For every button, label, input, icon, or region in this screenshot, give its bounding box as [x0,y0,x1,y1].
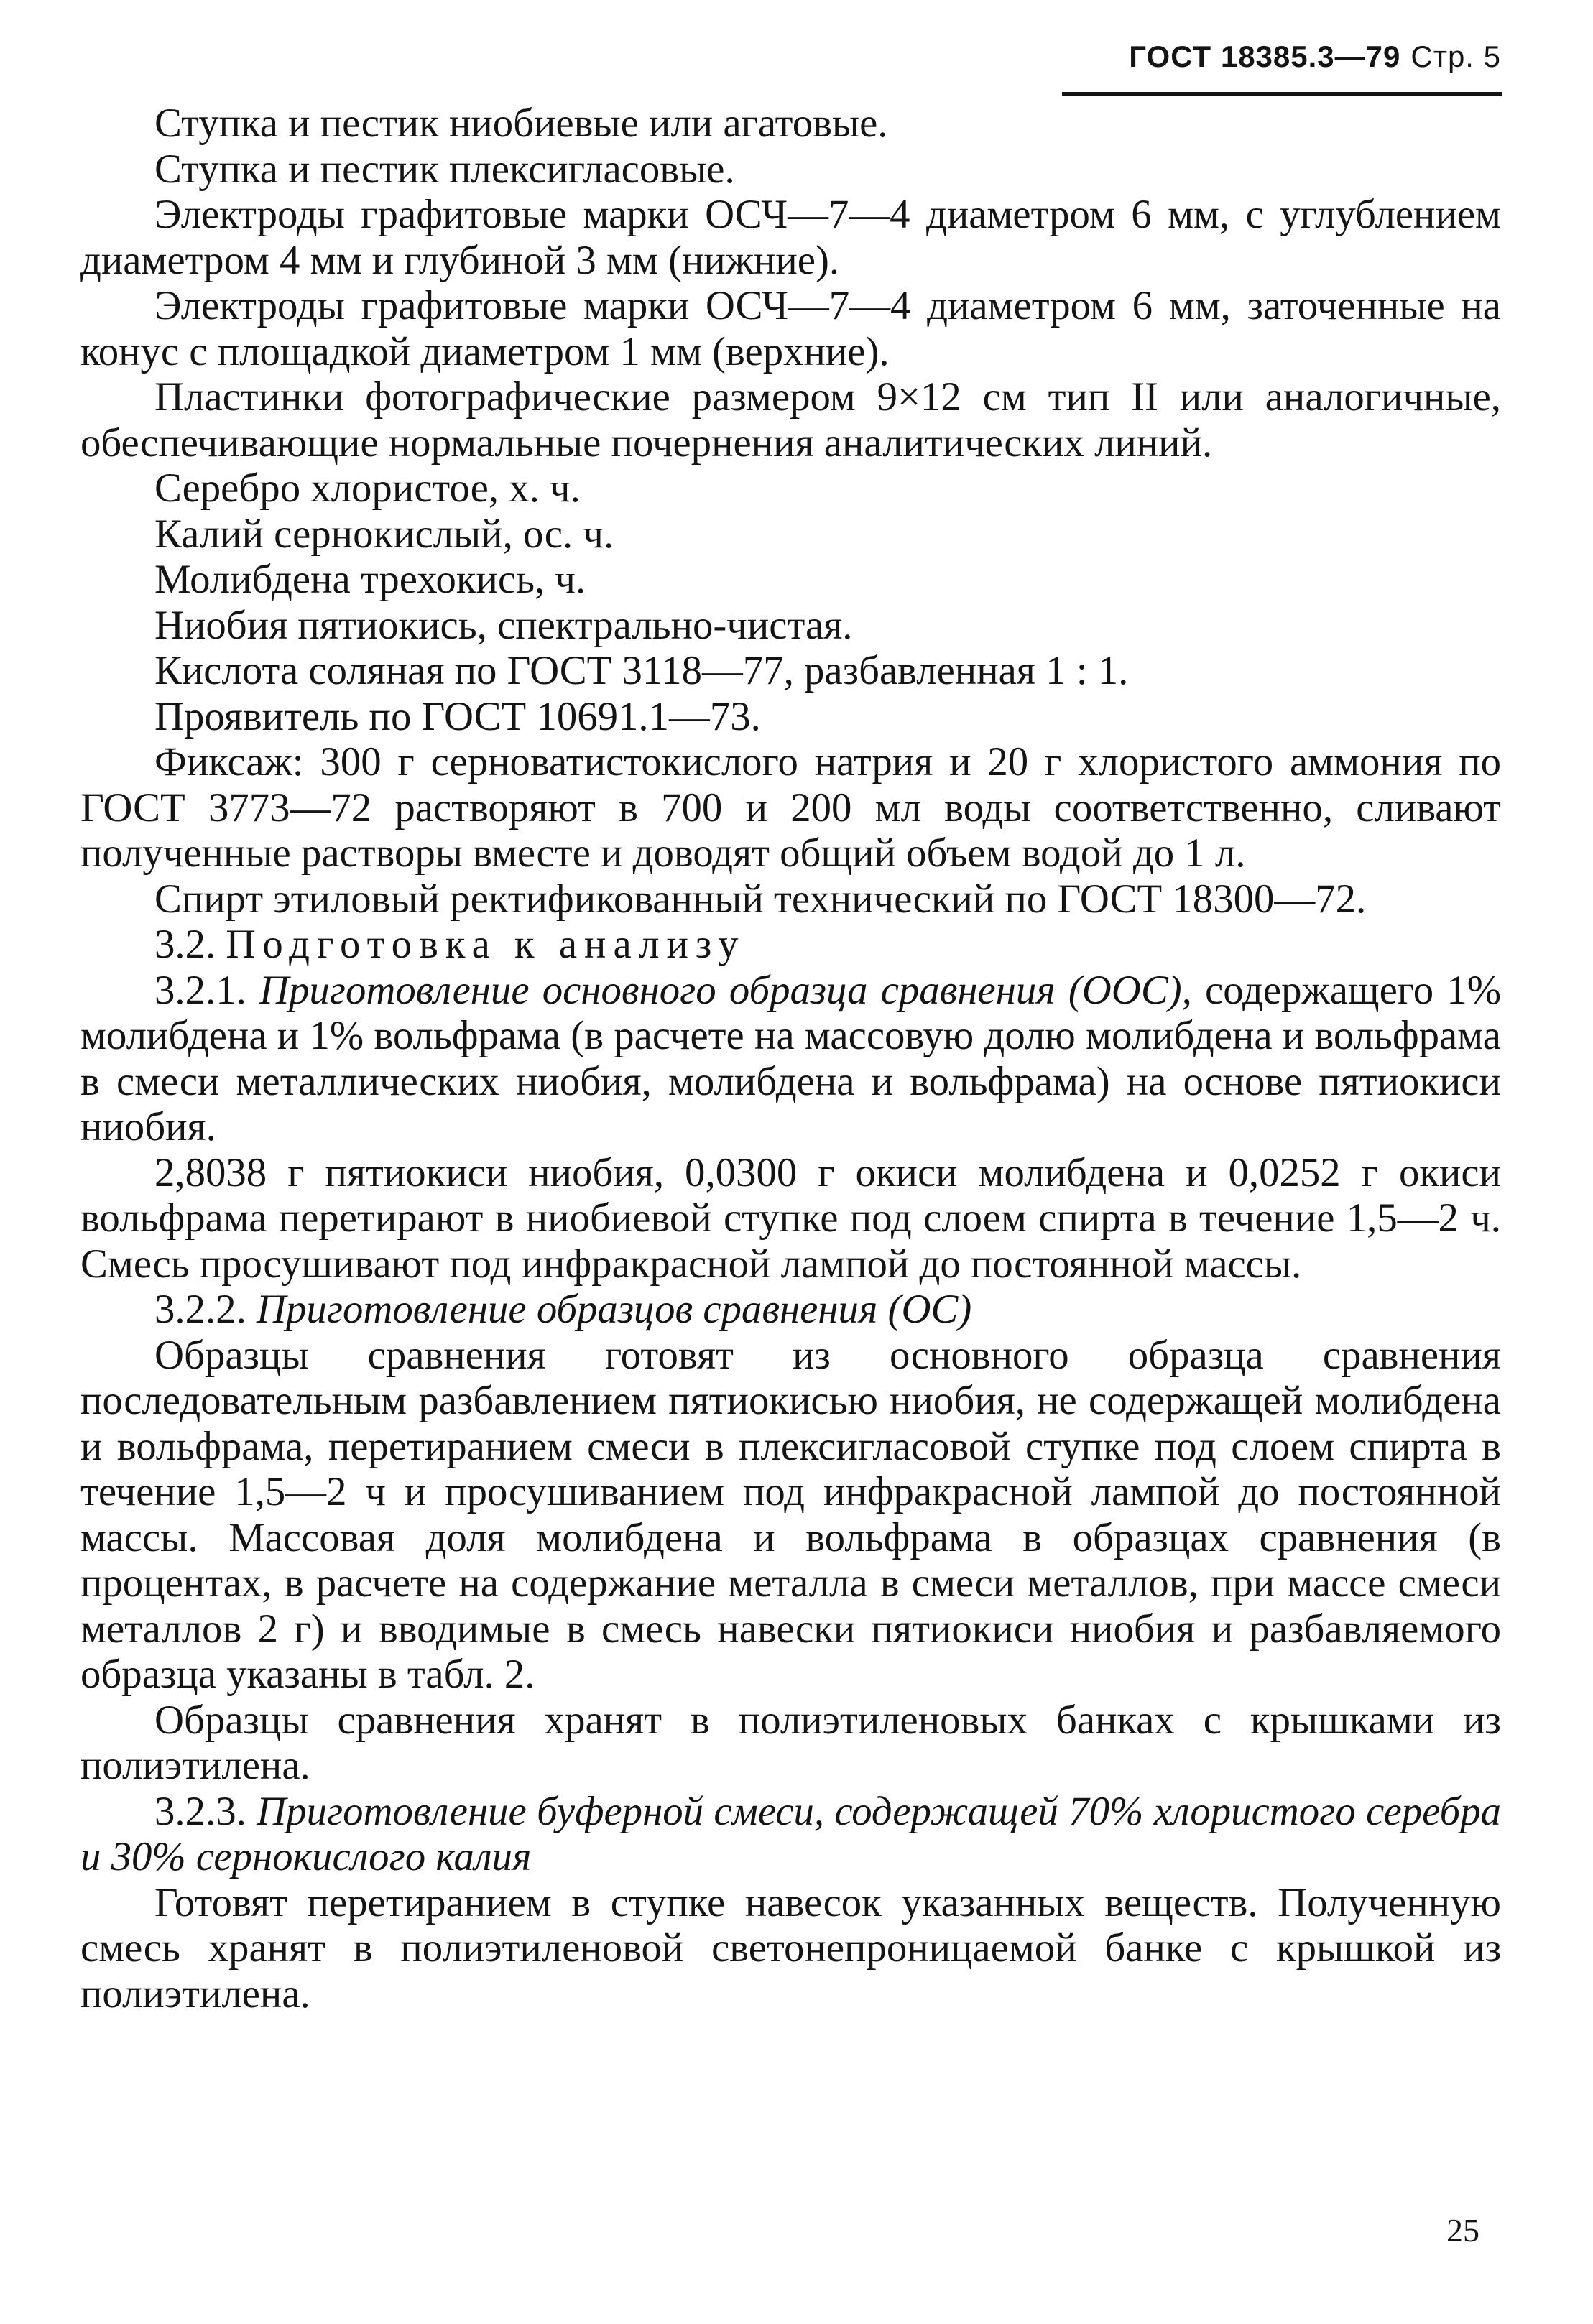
paragraph-os-preparation: Образцы сравнения готовят из основного образца сравнения последовательным разбавлением пятиокисью ниобия, не содержащей молибдена и вольфрама, перетиранием смеси в плексигласовой ступке под слоем спирта в течение 1,5—2 ч и просушиванием под инфракрасной лампой до постоянной массы. Массовая доля молибдена и вольфрама в образцах сравнения (в процентах, в расчете на содержание металла в смеси металлов, при массе смеси металлов 2 г) и вводимые в смесь навески пятиокиси ниобия и разбавляемого образца указаны в табл. 2. [80,1332,1501,1697]
paragraph-silver-chloride: Серебро хлористое, х. ч. [154,466,581,511]
section-3-2-1-title: Приготовление основного образца сравнения (ООС), [259,967,1192,1013]
header-page-label: Стр. 5 [1410,40,1501,73]
header-rule [1062,92,1502,96]
section-3-2-2-heading [80,1287,1501,1333]
paragraph-niobium-pentoxide: Ниобия пятиокись, спектрально-чистая. [154,602,853,648]
paragraph-mortar-niobium: Ступка и пестик ниобиевые или агатовые. [154,101,888,146]
paragraph-molybdenum-trioxide: Молибдена трехокись, ч. [154,557,586,602]
paragraph-hydrochloric-acid: Кислота соляная по ГОСТ 3118—77, разбавленная 1 : 1. [154,648,1129,693]
paragraph-buffer-preparation: Готовят перетиранием в ступке навесок указанных веществ. Полученную смесь хранят в полиэтиленовой светонепроницаемой банке с крышкой из полиэтилена. [80,1879,1501,2017]
body-text [80,101,1501,2017]
paragraph-developer: Проявитель по ГОСТ 10691.1—73. [154,693,761,739]
section-3-2-3-number: 3.2.3. [154,1788,246,1834]
paragraph-photo-plates: Пластинки фотографические размером 9×12 см тип II или аналогичные, обеспечивающие нормальные почернения аналитических линий. [80,374,1501,466]
section-3-2-3-heading [80,1789,1501,1880]
paragraph-os-storage: Образцы сравнения хранят в полиэтиленовых банках с крышками из полиэтилена. [80,1697,1501,1788]
section-3-2-number: 3.2. [154,922,216,967]
running-header [1129,42,1501,72]
paragraph-fixer: Фиксаж: 300 г серноватистокислого натрия и 20 г хлористого аммония по ГОСТ 3773—72 растворяют в 700 и 200 мл воды соответственно, сливают полученные растворы вместе и доводят общий объем водой до 1 л. [80,739,1501,876]
section-3-2-3-title: Приготовление буферной смеси, содержащей 70% хлористого серебра и 30% сернокислого калия [80,1788,1501,1879]
paragraph-ethyl-alcohol: Спирт этиловый ректификованный технический по ГОСТ 18300—72. [154,876,1367,922]
section-3-2-1 [80,968,1501,1150]
standard-code: ГОСТ 18385.3—79 [1129,40,1401,73]
section-3-2-2-number: 3.2.2. [154,1287,246,1332]
paragraph-upper-electrodes: Электроды графитовые марки ОСЧ—7—4 диаметром 6 мм, заточенные на конус с площадкой диаметром 1 мм (верхние). [80,283,1501,374]
page-number: 25 [1446,2212,1479,2249]
section-3-2-2-title: Приготовление образцов сравнения (ОС) [257,1287,972,1332]
section-3-2-1-text: содержащего 1% молибдена и 1% вольфрама (в расчете на массовую долю молибдена и вольфрама в смеси металлических ниобия, молибдена и вольфрама) на основе пятиокиси ниобия. [80,967,1502,1149]
section-3-2-title: Подготовка к анализу [226,922,746,967]
section-3-2-heading [80,922,1501,968]
section-3-2-1-number: 3.2.1. [154,967,246,1013]
paragraph-mortar-plexiglass: Ступка и пестик плексигласовые. [154,146,735,192]
paragraph-potassium-sulfate: Калий сернокислый, ос. ч. [154,511,614,557]
paragraph-oos-preparation: 2,8038 г пятиокиси ниобия, 0,0300 г окиси молибдена и 0,0252 г окиси вольфрама перетирают в ниобиевой ступке под слоем спирта в течение 1,5—2 ч. Смесь просушивают под инфракрасной лампой до постоянной массы. [80,1149,1501,1287]
paragraph-lower-electrodes: Электроды графитовые марки ОСЧ—7—4 диаметром 6 мм, с углублением диаметром 4 мм и глубиной 3 мм (нижние). [80,192,1501,283]
